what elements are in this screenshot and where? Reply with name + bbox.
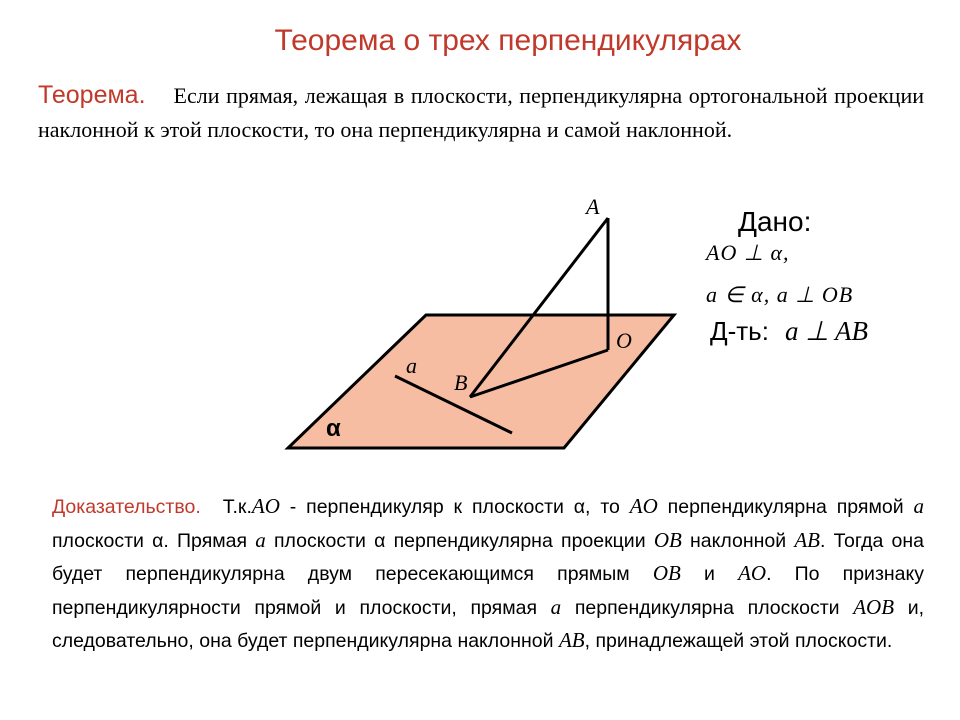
proof-symbol: AO (629, 494, 658, 518)
proof-symbol: a (255, 527, 266, 552)
proof-symbol: AOB (853, 594, 895, 619)
proof-segment: наклонной (681, 529, 795, 552)
proof-symbol: a (913, 494, 924, 518)
page-title: Теорема о трех перпендикулярах (274, 24, 742, 57)
proof-segment: . По признаку перпендикулярности прямой и плоскости, прямая (52, 563, 924, 619)
proof-symbol: AO (738, 561, 767, 585)
proof-symbol: AB (794, 527, 820, 552)
proof-segment: перпендикулярна прямой (657, 496, 914, 518)
proof-segment: плоскости α перпендикулярна проекции (265, 529, 654, 552)
label-A: A (586, 194, 600, 219)
proof-segment: и (680, 563, 739, 585)
given-title: Дано: (738, 206, 812, 237)
proof-symbol: OB (652, 561, 681, 585)
prove-statement: a ⊥ AB (784, 316, 868, 346)
proof-label: Доказательство. (52, 496, 201, 518)
proof-segment: , принадлежащей этой плоскости. (584, 630, 893, 652)
proof-text (52, 490, 924, 658)
proof-segment: перпендикулярна плоскости (561, 596, 854, 619)
proof-segment: - перпендикуляр к плоскости α, то (279, 496, 630, 518)
proof-symbol: AO (251, 494, 280, 518)
label-O: O (616, 328, 632, 353)
theorem-label: Теорема. (38, 81, 146, 109)
proof-symbol: AB (558, 628, 585, 652)
label-B: B (454, 370, 468, 395)
proof-segment: и, следовательно, она будет перпендикулярна наклонной (52, 596, 925, 652)
proof-segment: . Тогда она будет перпендикулярна двум пересекающимся прямым (52, 529, 925, 585)
prove-block (710, 316, 868, 347)
proof-symbol: a (550, 594, 562, 619)
prove-label: Д-ть: (710, 316, 769, 346)
proof-segment: Т.к. (222, 496, 252, 518)
proof-symbol: OB (653, 527, 682, 552)
label-alpha: α (326, 415, 341, 442)
proof-segment: плоскости α. Прямая (52, 529, 256, 552)
given-line-2: a ∈ α, a ⊥ OB (706, 282, 854, 307)
given-line-1: AO ⊥ α, (706, 240, 790, 265)
label-a: a (406, 353, 417, 378)
theorem-text: Если прямая, лежащая в плоскости, перпендикулярна ортогональной проекции наклонной к этой плоскости, то она перпендикулярна и самой наклонной. (38, 83, 924, 142)
